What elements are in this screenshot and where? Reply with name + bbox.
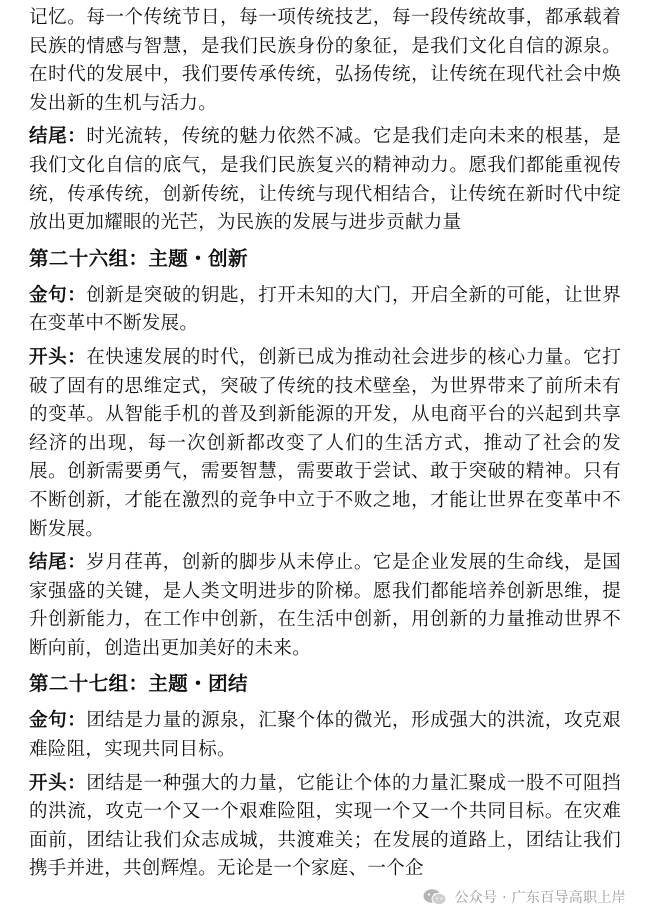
- ending-text: 岁月荏苒，创新的脚步从未停止。它是企业发展的生命线，是国家强盛的关键，是人类文明进步的阶梯。愿我们都能培养创新思维，提升创新能力，在工作中创新，在生活中创新，用创新的力量推动世界不断向前，创造出更加美好的未来。: [29, 552, 621, 659]
- document-page: [29, 4, 621, 889]
- opening-text: 团结是一种强大的力量，它能让个体的力量汇聚成一股不可阻挡的洪流，攻克一个又一个艰难险阻，实现一个又一个共同目标。在灾难面前，团结让我们众志成城，共渡难关；在发展的道路上，团结让我们携手并进，共创辉煌。无论是一个家庭、一个企: [29, 772, 621, 880]
- wechat-icon: [422, 888, 448, 906]
- intro-paragraph: [29, 4, 621, 118]
- group26-quote-paragraph: [29, 282, 621, 339]
- ending-label: 结尾：: [29, 552, 87, 574]
- watermark-text: 公众号 · 广东百导高职上岸: [454, 890, 626, 906]
- quote-text: 团结是力量的源泉，汇聚个体的微光，形成强大的洪流，攻克艰难险阻，实现共同目标。: [29, 710, 621, 761]
- group27-opening-paragraph: [29, 770, 621, 884]
- quote-label: 金句：: [29, 284, 87, 306]
- quote-text: 创新是突破的钥匙，打开未知的大门，开启全新的可能，让世界在变革中不断发展。: [29, 284, 621, 335]
- intro-text: 记忆。每一个传统节日，每一项传统技艺，每一段传统故事，都承载着民族的情感与智慧，是我们民族身份的象征，是我们文化自信的源泉。在时代的发展中，我们要传承传统，弘扬传统，让传统在现代社会中焕发出新的生机与活力。: [29, 7, 621, 114]
- group26-opening-paragraph: [29, 344, 621, 544]
- group25-ending-paragraph: [29, 123, 621, 237]
- group26-ending-paragraph: [29, 549, 621, 663]
- wechat-watermark: [422, 887, 626, 907]
- quote-label: 金句：: [29, 710, 87, 732]
- opening-label: 开头：: [29, 772, 87, 794]
- opening-label: 开头：: [29, 346, 87, 368]
- group27-heading: 第二十七组：主题・团结: [29, 672, 248, 696]
- ending-text: 时光流转，传统的魅力依然不减。它是我们走向未来的根基，是我们文化自信的底气，是我们民族复兴的精神动力。愿我们都能重视传统，传承传统，创新传统，让传统与现代相结合，让传统在新时代中绽放出更加耀眼的光芒，为民族的发展与进步贡献力量: [29, 126, 621, 234]
- group26-heading: 第二十六组：主题・创新: [29, 246, 248, 270]
- ending-label: 结尾：: [29, 126, 87, 148]
- opening-text: 在快速发展的时代，创新已成为推动社会进步的核心力量。它打破了固有的思维定式，突破了传统的技术壁垒，为世界带来了前所未有的变革。从智能手机的普及到新能源的开发，从电商平台的兴起到共享经济的出现，每一次创新都改变了人们的生活方式，推动了社会的发展。创新需要勇气，需要智慧，需要敢于尝试、敢于突破的精神。只有不断创新，才能在激烈的竞争中立于不败之地，才能让世界在变革中不断发展。: [29, 346, 621, 540]
- group27-quote-paragraph: [29, 707, 621, 764]
